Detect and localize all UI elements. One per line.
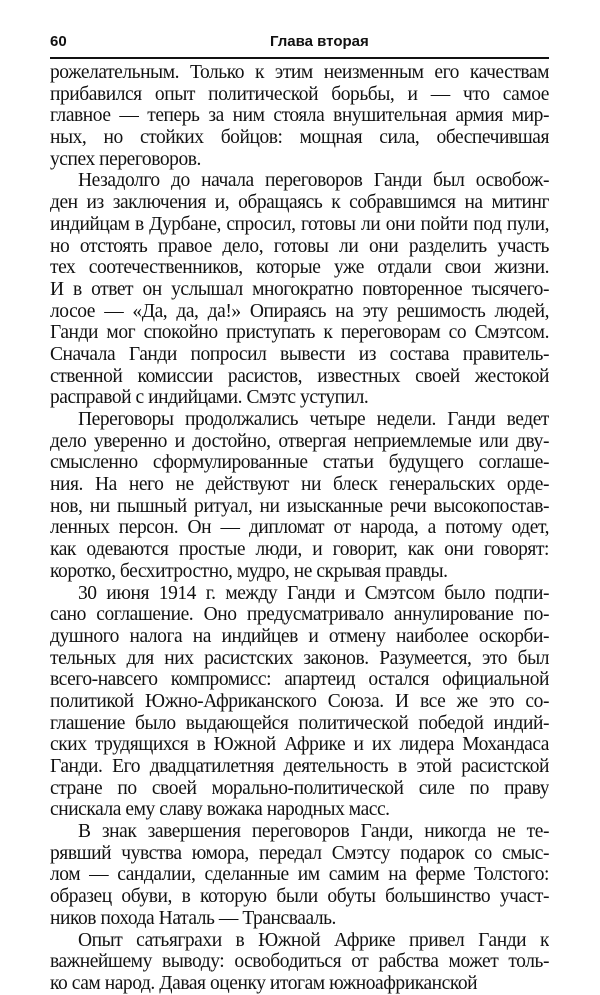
text-line: успех переговоров. <box>50 148 201 170</box>
chapter-title: Глава вторая <box>270 33 369 50</box>
text-line: ния. На него не действуют ни блеск генеральских орде- <box>50 474 549 496</box>
text-line: ственной комиссии расистов, известных своей жестокой <box>50 365 549 387</box>
text-line: но отстоять правое дело, готовы ли они разделить участь <box>50 235 549 257</box>
text-line: тех соотечественников, которые уже отдали свои жизни. <box>50 257 549 279</box>
text-line: расправой с индийцами. Смэтс уступил. <box>50 387 369 409</box>
text-line: ленных персон. Он — дипломат от народа, а потому одет, <box>50 517 549 539</box>
text-line: всего-навсего компромисс: апартеид остался официальной <box>50 669 549 691</box>
text-line: ден из заключения и, обращаясь к собравшимся на митинг <box>50 192 549 214</box>
text-line: ных, но стойких бойцов: мощная сила, обеспечившая <box>50 127 549 149</box>
text-line: дело уверенно и достойно, отвергая неприемлемые или дву- <box>50 430 549 452</box>
text-line: Ганди. Его двадцатилетняя деятельность в этой расистской <box>50 756 549 777</box>
text-line: главное — теперь за ним стояла внушительная армия мир- <box>50 105 549 127</box>
paragraph <box>50 170 549 409</box>
text-line: лосое — «Да, да, да!» Опираясь на эту решимость людей, <box>50 300 549 322</box>
text-line: глашение было выдающейся политической победой индий- <box>50 712 549 734</box>
text-line: В знак завершения переговоров Ганди, никогда не те- <box>78 821 549 843</box>
text-line: нов, ни пышный ритуал, ни изысканные речи высокопостав- <box>50 495 549 517</box>
text-line: прибавился опыт политической борьбы, и — что самое <box>50 83 549 105</box>
text-line: ко сам народ. Давая оценку итогам южноафриканской <box>50 972 478 994</box>
text-line: лом — сандалии, сделанные им самим на ферме Толстого: <box>50 864 549 886</box>
text-line: душного налога на индийцев и отмену наиболее оскорби- <box>50 625 549 647</box>
text-line: смысленно сформулированные статьи будущего соглаше- <box>50 452 549 474</box>
text-line: снискала ему славу вожака народных масс. <box>50 799 390 821</box>
text-line: Незадолго до начала переговоров Ганди был освобож- <box>78 170 549 192</box>
text-line: 30 июня 1914 г. между Ганди и Смэтсом было подпи- <box>78 582 549 604</box>
text-line: Сначала Ганди попросил вывести из состава правитель- <box>50 343 549 365</box>
text-line: сано соглашение. Оно предусматривало аннулирование по- <box>50 604 549 626</box>
header-rule <box>50 57 549 59</box>
text-line: важнейшему выводу: освободиться от рабства может толь- <box>50 951 549 973</box>
body-text <box>50 62 549 995</box>
paragraph <box>50 583 549 822</box>
text-line: коротко, бесхитростно, мудро, не скрывая правды. <box>50 560 448 582</box>
text-line: тельных для них расистских законов. Разумеется, это был <box>50 647 549 669</box>
paragraph <box>50 62 549 170</box>
text-line: ников похода Наталь — Трансвааль. <box>50 907 336 929</box>
paragraph <box>50 409 549 583</box>
text-line: образец обуви, в которую были обуты большинство участ- <box>50 886 549 908</box>
text-line: ских трудящихся в Южной Африке и их лидера Мохандаса <box>50 734 549 756</box>
text-line: рявший чувства юмора, передал Смэтсу подарок со смыс- <box>50 842 549 864</box>
paragraph <box>50 930 549 995</box>
text-line: индийцам в Дурбане, спросил, готовы ли они пойти под пули, <box>50 213 549 235</box>
text-line: как одеваются простые люди, и говорит, как они говорят: <box>50 539 549 561</box>
text-line: рожелательным. Только к этим неизменным его качествам <box>50 62 549 83</box>
page-number: 60 <box>50 33 67 50</box>
page-header <box>50 30 550 54</box>
paragraph <box>50 821 549 929</box>
text-line: политикой Южно-Африканского Союза. И все же это со- <box>50 690 549 712</box>
text-line: Переговоры продолжались четыре недели. Ганди ведет <box>78 409 549 430</box>
text-line: Ганди мог спокойно приступать к переговорам со Смэтсом. <box>50 322 549 344</box>
text-line: стране по своей морально-политической силе по праву <box>50 777 549 799</box>
text-line: Опыт сатьяграхи в Южной Африке привел Ганди к <box>78 929 549 951</box>
text-line: И в ответ он услышал многократно повторенное тысячего- <box>50 278 549 300</box>
